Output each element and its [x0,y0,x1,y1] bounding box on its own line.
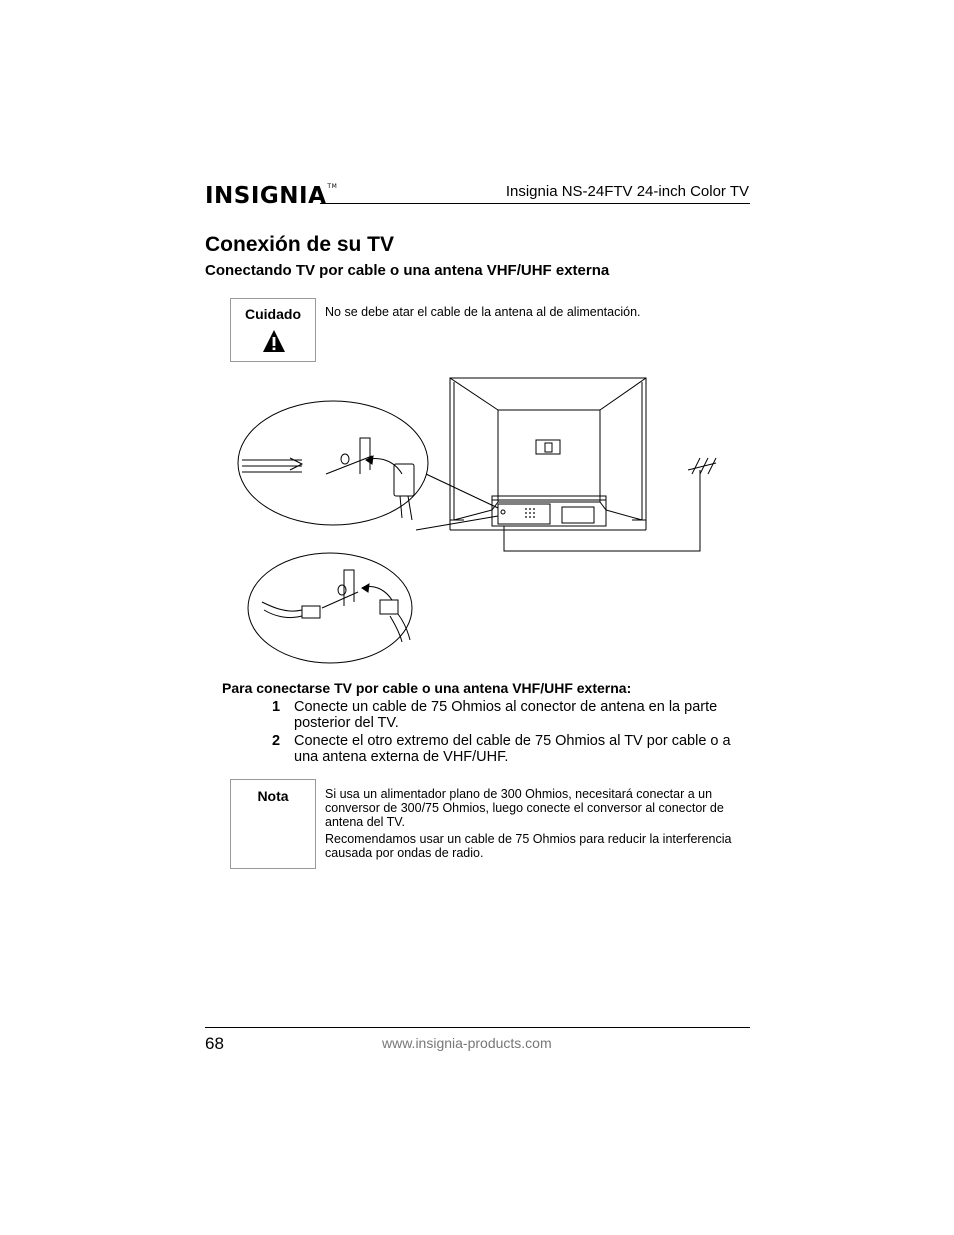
insignia-logo: INSIGNIA™ [205,183,338,209]
header-divider [320,203,750,204]
tv-rear-view [450,378,646,530]
note-paragraph: Si usa un alimentador plano de 300 Ohmios, necesitará conectar a un conversor de 300/75 Ohmios, luego conecte el conversor al conector de antena del TV. [325,787,724,829]
footer-divider [205,1027,750,1028]
tv-antenna-connection-diagram [230,370,730,670]
caution-text: No se debe atar el cable de la antena al de alimentación. [325,305,641,319]
caution-box [230,298,316,362]
flat-cable-detail-circle [238,401,498,530]
step-text: Conecte un cable de 75 Ohmios al conector de antena en la parte posterior del TV. [294,699,718,731]
step-number: 2 [272,733,281,749]
coax-cable-detail-circle [248,553,412,663]
page-number: 68 [205,1034,224,1053]
footer-url: www.insignia-products.com [382,1035,552,1051]
logo-trademark: TM [327,183,338,190]
note-paragraph: Recomendamos usar un cable de 75 Ohmios para reducir la interferencia causada por ondas de radio. [325,832,732,860]
caution-label: Cuidado [245,306,301,322]
step-number: 1 [272,699,281,715]
section-subtitle: Conectando TV por cable o una antena VHF/UHF externa [205,262,610,279]
note-box [230,779,316,869]
instructions-intro: Para conectarse TV por cable o una antena VHF/UHF externa: [222,680,632,696]
page-title: Conexión de su TV [205,233,395,256]
note-text [325,787,750,863]
header-title: Insignia NS-24FTV 24-inch Color TV [505,183,749,200]
warning-triangle-icon [262,329,286,353]
step-text: Conecte el otro extremo del cable de 75 Ohmios al TV por cable o a una antena externa de VHF/UHF. [294,733,731,765]
note-label: Nota [257,788,289,804]
